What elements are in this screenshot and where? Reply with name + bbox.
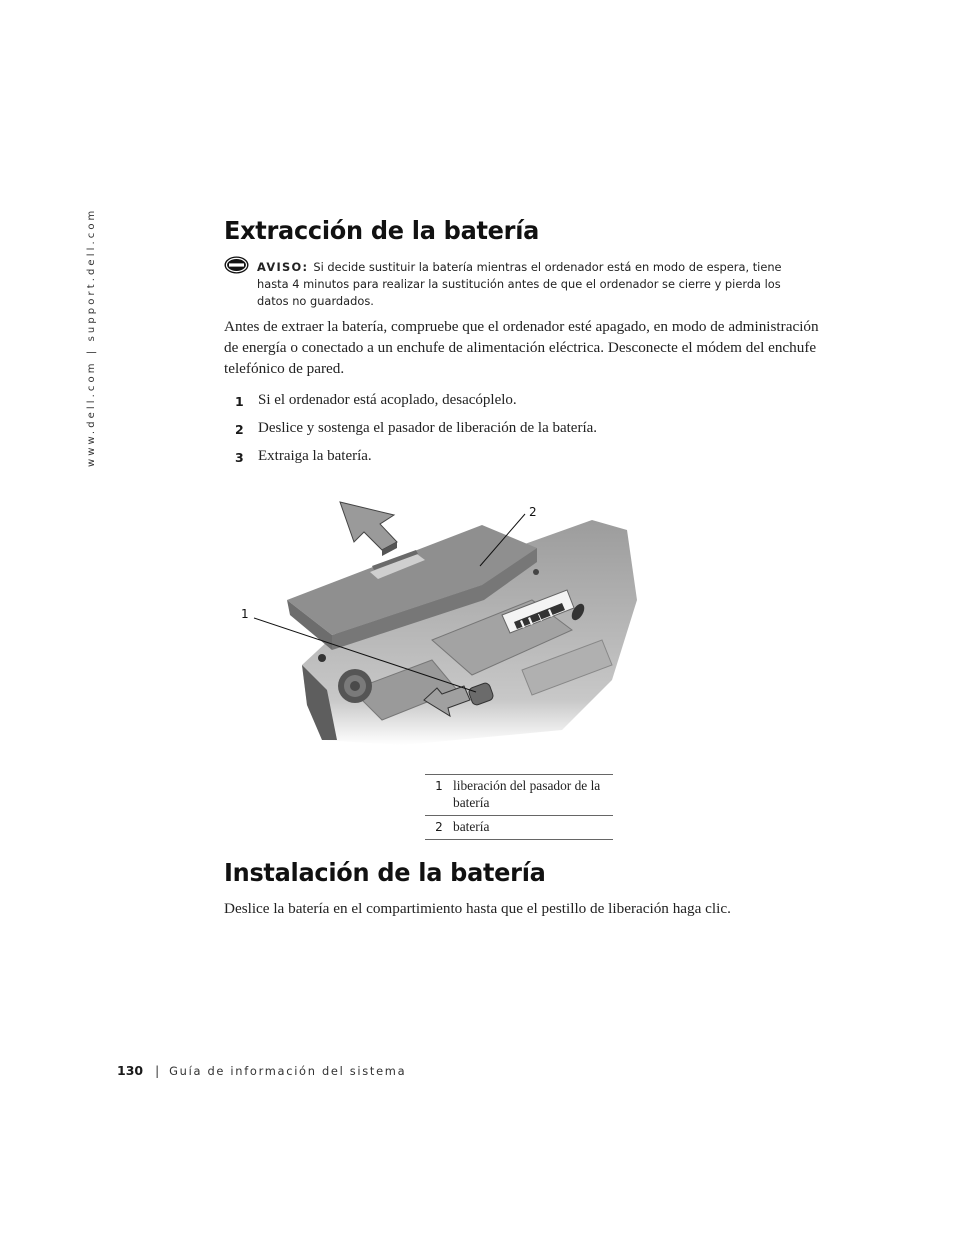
notice-body: Si decide sustituir la batería mientras el ordenador está en modo de espera, tiene hasta 4 minutos para realizar la sustitución antes de que el ordenador se cierre y pierda los datos no guardados. xyxy=(257,260,782,308)
lift-arrow-icon xyxy=(340,502,397,556)
legend-label: batería xyxy=(453,819,490,834)
legend-row xyxy=(425,816,613,840)
section-title-installation: Instalación de la batería xyxy=(224,858,546,887)
step-text: Deslice y sostenga el pasador de liberación de la batería. xyxy=(258,420,598,436)
sidebar-url: www.dell.com | support.dell.com xyxy=(86,207,97,467)
legend-label: liberación del pasador de la batería xyxy=(453,778,601,810)
notice-label: AVISO: xyxy=(257,260,309,274)
step-text: Extraiga la batería. xyxy=(258,448,372,464)
step-text: Si el ordenador está acoplado, desacóplelo. xyxy=(258,392,517,408)
step-number: 1 xyxy=(235,394,244,409)
intro-paragraph: Antes de extraer la batería, compruebe que el ordenador esté apagado, en modo de administración de energía o conectado a un enchufe de alimentación eléctrica. Desconecte el módem del enchufe telefónico de pared. xyxy=(224,318,819,377)
notice-text-block xyxy=(257,259,815,310)
section-title-extraction: Extracción de la batería xyxy=(224,216,540,245)
legend-number: 1 xyxy=(435,779,443,793)
notice-icon xyxy=(224,256,249,274)
page-number: 130 xyxy=(117,1063,144,1078)
legend-number: 2 xyxy=(435,820,443,834)
legend-row xyxy=(425,775,613,816)
footer-separator: | xyxy=(155,1064,160,1078)
page-footer xyxy=(117,1062,406,1080)
installation-paragraph: Deslice la batería en el compartimiento hasta que el pestillo de liberación haga clic. xyxy=(224,900,731,917)
step-number: 3 xyxy=(235,450,244,465)
battery-removal-illustration xyxy=(232,490,652,760)
figure-legend-table xyxy=(425,774,613,840)
callout-label-1: 1 xyxy=(241,607,249,621)
laptop-underside-drawing xyxy=(232,490,652,760)
callout-label-2: 2 xyxy=(529,505,537,519)
guide-title: Guía de información del sistema xyxy=(169,1064,407,1078)
step-number: 2 xyxy=(235,422,244,437)
